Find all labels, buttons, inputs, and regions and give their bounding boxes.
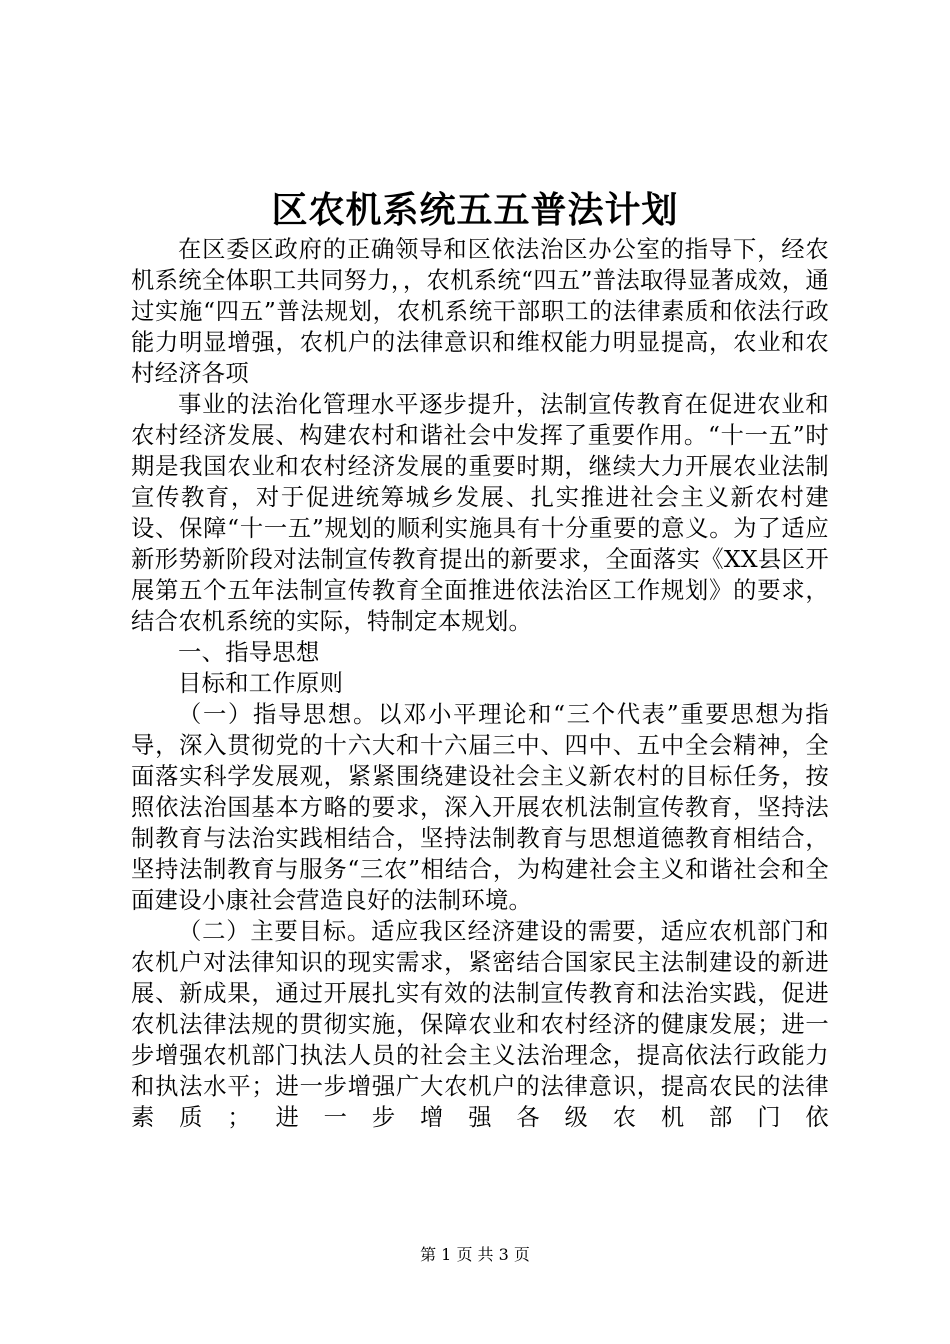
paragraph-guiding-thought: （一）指导思想。以邓小平理论和“三个代表”重要思想为指导，深入贯彻党的十六大和十六届三中、四中、五中全会精神，全面落实科学发展观，紧紧围绕建设社会主义新农村的目标任务，按照依法治国基本方略的要求，深入开展农机法制宣传教育，坚持法制教育与法治实践相结合，坚持法制教育与思想道德教育相结合，坚持法制教育与服务“三农”相结合，为构建社会主义和谐社会和全面建设小康社会营造良好的法制环境。 xyxy=(131,701,829,914)
paragraph-background: 事业的法治化管理水平逐步提升，法制宣传教育在促进农业和农村经济发展、构建农村和谐社会中发挥了重要作用。“十一五”时期是我国农业和农村经济发展的重要时期，继续大力开展农业法制宣传教育，对于促进统筹城乡发展、扎实推进社会主义新农村建设、保障“十一五”规划的顺利实施具有十分重要的意义。为了适应新形势新阶段对法制宣传教育提出的新要求，全面落实《XX县区开展第五个五年法制宣传教育全面推进依法治区工作规划》的要求，结合农机系统的实际，特制定本规划。 xyxy=(131,391,829,635)
paragraph-intro: 在区委区政府的正确领导和区依法治区办公室的指导下，经农机系统全体职工共同努力，，农机系统“四五”普法取得显著成效，通过实施“四五”普法规划，农机系统干部职工的法律素质和依法行政能力明显增强，农机户的法律意识和维权能力明显提高，农业和农村经济各项 xyxy=(131,236,829,387)
section-heading-guiding-thought: 一、指导思想 xyxy=(178,639,320,666)
document-body xyxy=(131,234,829,1133)
page-footer: 第 1 页 共 3 页 xyxy=(420,1245,530,1264)
section-subheading-goals-principles: 目标和工作原则 xyxy=(178,670,344,697)
document-title: 区农机系统五五普法计划 xyxy=(271,189,679,231)
paragraph-main-goals: （二）主要目标。适应我区经济建设的需要，适应农机部门和农机户对法律知识的现实需求，紧密结合国家民主法制建设的新进展、新成果，通过开展扎实有效的法制宣传教育和法治实践，促进农机法律法规的贯彻实施，保障农业和农村经济的健康发展；进一步增强农机部门执法人员的社会主义法治理念，提高依法行政能力和执法水平；进一步增强广大农机户的法律意识，提高农民的法律素质；进一步增强各级农机部门依 xyxy=(131,918,829,1131)
